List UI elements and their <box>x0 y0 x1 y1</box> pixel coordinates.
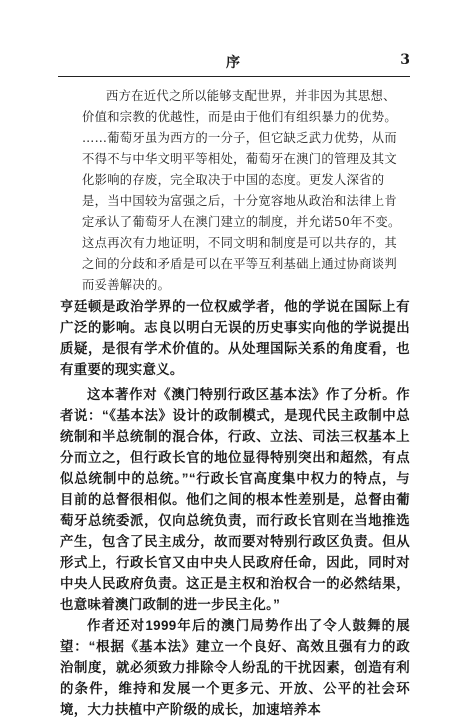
body-paragraph: 亨廷顿是政治学界的一位权威学者，他的学说在国际上有广泛的影响。志良以明白无误的历史事实向他的学说提出质疑，是很有学术价值的。从处理国际关系的角度看，也有重要的现实意义。 <box>60 299 410 377</box>
page-number: 3 <box>400 52 410 68</box>
running-header <box>58 52 410 74</box>
header-rule <box>58 76 410 77</box>
quote-paragraph: ……葡萄牙虽为西方的一分子，但它缺乏武力优势，从而不得不与中华文明平等相处，葡萄牙在澳门的管理及其文化影响的存废，完全取决于中国的态度。更发人深省的是，当中国较为富强之后，十分宽容地从政治和法律上肯定承认了葡萄牙人在澳门建立的制度，并允诺50年不变。这点再次有力地证明，不同文明和制度是可以共存的，其之间的分歧和矛盾是可以在平等互利基础上通过协商谈判而妥善解决的。 <box>82 131 401 292</box>
block-quote <box>82 86 402 296</box>
page-body <box>60 86 410 720</box>
body-paragraph: 这本著作对《澳门特别行政区基本法》作了分析。作者说：“《基本法》设计的政制模式，是现代民主政制中总统制和半总统制的混合体，行政、立法、司法三权基本上分而立之，但行政长官的地位显得特别突出和超然，有点似总统制中的总统。”“行政长官高度集中权力的特点，与目前的总督很相似。他们之间的根本性差别是，总督由葡萄牙总统委派，仅向总统负责，而行政长官则在当地推选产生，包含了民主成分，故而要对特别行政区负责。但从形式上，行政长官又由中央人民政府任命，因此，同时对中央人民政府负责。这正是主权和治权合一的必然结果，也意味着澳门政制的进一步民主化。” <box>60 387 410 612</box>
header-title: 序 <box>226 55 242 71</box>
quote-paragraph: 西方在近代之所以能够支配世界，并非因为其思想、价值和宗教的优越性，而是由于他们有组织暴力的优势。 <box>82 89 397 124</box>
body-paragraph: 作者还对1999年后的澳门局势作出了令人鼓舞的展望：“根据《基本法》建立一个良好、高效且强有力的政治制度，就必须致力排除令人纷乱的干扰因素，创造有利的条件，维持和发展一个更多元、开放、公平的社会环境，大力扶植中产阶级的成长，加速培养本 <box>60 618 410 717</box>
